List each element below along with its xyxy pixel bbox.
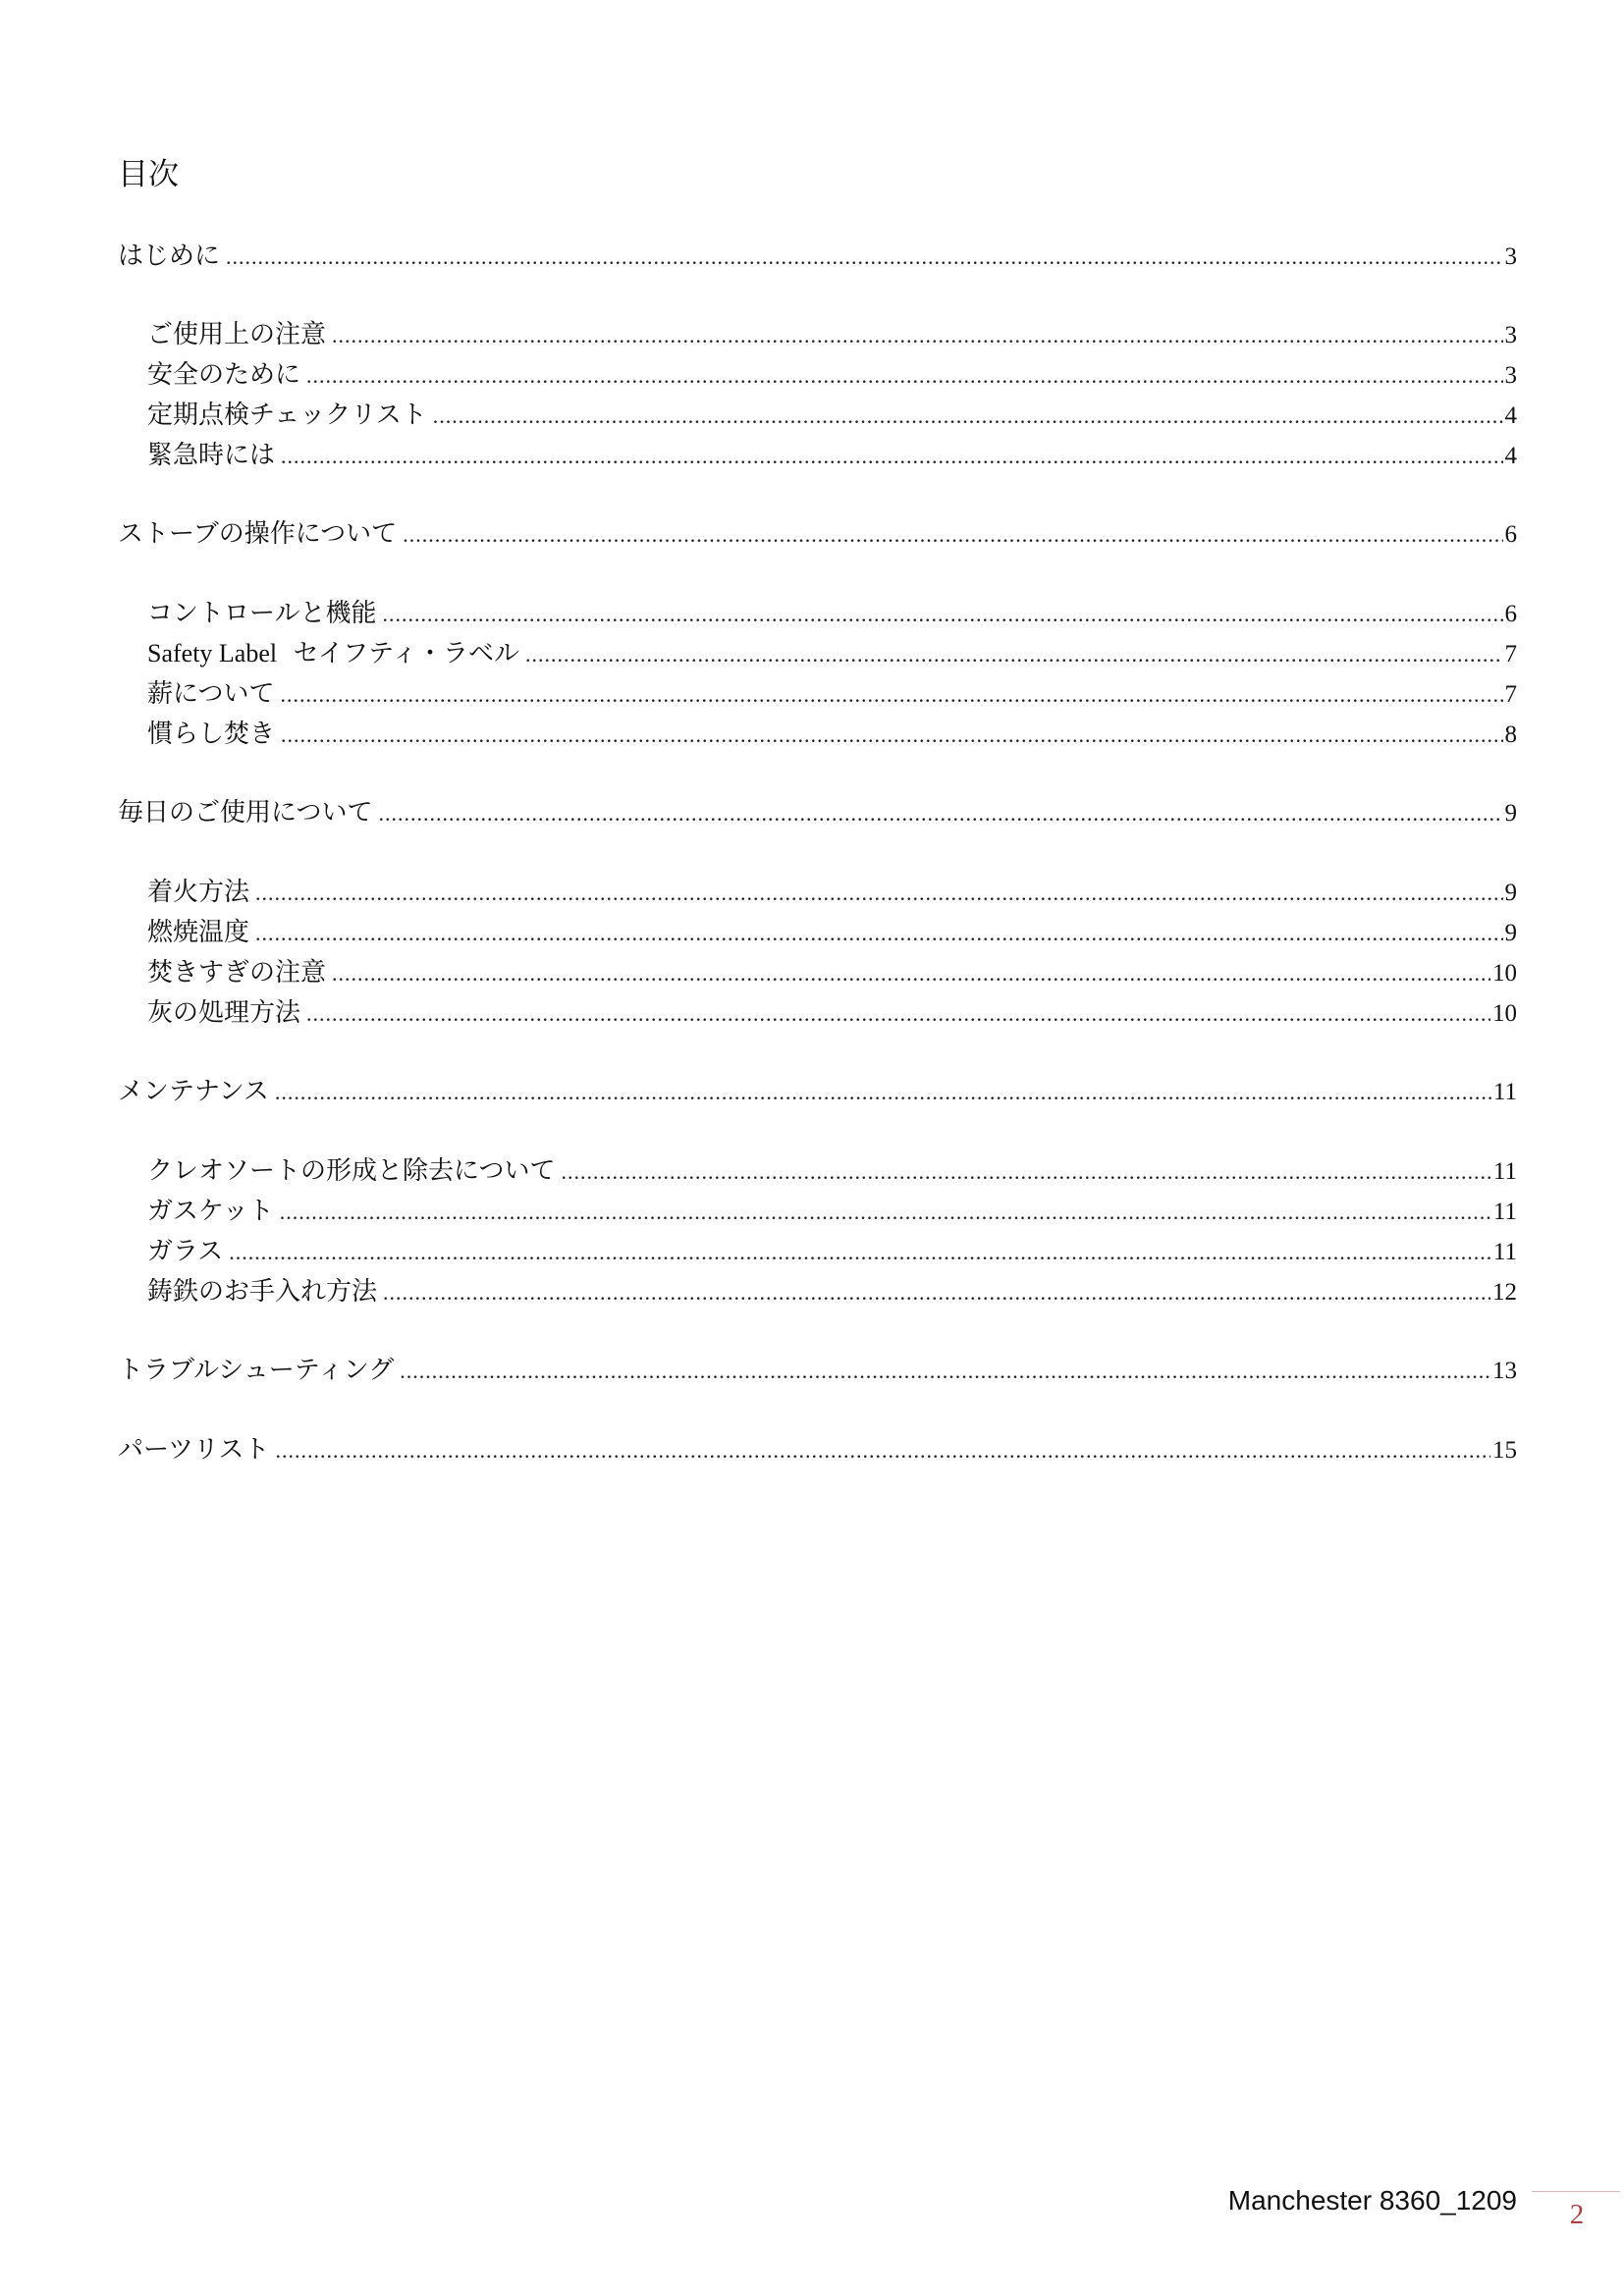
dot-leader [275,1433,1490,1468]
toc-entry-daily-use[interactable] [118,795,1517,830]
toc-entry-title: 慣らし焚き [147,720,276,749]
toc-entry-title [147,636,519,671]
toc-entry-title: 緊急時には [147,441,276,470]
dot-leader [281,718,1502,753]
toc-entry-title: 燃焼温度 [147,918,250,947]
toc-entry-ignition-method[interactable] [147,875,1517,910]
toc-entry-usage-precautions[interactable] [147,317,1517,352]
toc-entry-title: 灰の処理方法 [147,998,301,1028]
toc-entry-page: 11 [1492,1199,1517,1225]
toc-entry-page: 12 [1492,1279,1517,1306]
dot-leader [400,1354,1490,1389]
toc-entry-title: メンテナンス [118,1077,269,1106]
dot-leader [280,677,1502,713]
dot-leader [383,1275,1490,1310]
toc-entry-title: 安全のために [147,360,301,390]
toc-entry-title: 焚きすぎの注意 [147,958,327,988]
toc-entry-troubleshooting[interactable] [118,1353,1517,1388]
toc-entry-safety-label[interactable] [147,636,1517,671]
toc-entry-title: パーツリスト [118,1435,270,1465]
toc-entry-firewood[interactable] [147,676,1517,712]
toc-entry-page: 4 [1504,443,1517,469]
toc-entry-title: クレオソートの形成と除去について [147,1156,556,1186]
toc-entry-cast-iron-care[interactable] [147,1274,1517,1309]
toc-entry-title: 鋳鉄のお手入れ方法 [147,1277,378,1307]
footer-page-number: 2 [1569,2199,1585,2230]
toc-entry-title: ストーブの操作について [118,519,398,549]
dot-leader [275,1075,1491,1110]
toc-entry-page: 4 [1504,402,1517,429]
toc-entry-stove-operation[interactable] [118,516,1517,552]
toc-entry-title: はじめに [118,241,221,271]
toc-entry-parts-list[interactable] [118,1432,1517,1468]
toc-entry-introduction[interactable] [118,239,1517,274]
toc-entry-title: 着火方法 [147,878,250,907]
toc-entry-title: 毎日のご使用について [118,798,373,828]
toc-entry-title: 薪について [147,679,275,709]
toc-entry-for-safety[interactable] [147,357,1517,393]
dot-leader [229,1235,1491,1270]
dot-leader [433,399,1503,434]
dot-leader [378,796,1502,831]
toc-entry-page: 7 [1504,641,1517,667]
dot-leader [306,358,1502,394]
footer-document-id: Manchester 8360_1209 [1227,2185,1517,2216]
table-of-contents [118,0,1517,1571]
toc-entry-page: 3 [1504,362,1517,389]
dot-leader [561,1154,1490,1190]
dot-leader [306,996,1490,1032]
toc-heading: 目次 [118,157,179,192]
toc-entry-maintenance[interactable] [118,1074,1517,1109]
toc-entry-page: 7 [1504,681,1517,708]
toc-entry-page: 3 [1504,243,1517,270]
toc-entry-ash-disposal[interactable] [147,995,1517,1031]
toc-entry-page: 10 [1492,960,1517,987]
toc-entry-title: ガスケット [147,1197,274,1226]
toc-entry-page: 6 [1504,521,1517,548]
toc-entry-creosote[interactable] [147,1153,1517,1189]
toc-entry-page: 6 [1504,601,1517,627]
toc-entry-page: 11 [1492,1158,1517,1185]
footer-divider [1532,2191,1620,2192]
dot-leader [255,916,1502,951]
toc-entry-inspection-checklist[interactable] [147,398,1517,433]
toc-entry-page: 11 [1492,1079,1517,1105]
dot-leader [332,318,1502,353]
toc-entry-title: ガラス [147,1237,224,1266]
toc-entry-title: ご使用上の注意 [147,320,327,349]
toc-entry-gasket[interactable] [147,1194,1517,1229]
toc-entry-title: コントロールと機能 [147,599,377,628]
toc-entry-burn-temperature[interactable] [147,915,1517,950]
toc-entry-title-japanese: セイフティ・ラベル [293,639,520,668]
toc-entry-page: 13 [1492,1358,1517,1384]
toc-entry-title-latin: Safety Label [147,639,278,667]
toc-entry-controls-features[interactable] [147,596,1517,631]
toc-entry-page: 3 [1504,322,1517,348]
toc-entry-page: 11 [1492,1239,1517,1265]
dot-leader [382,597,1502,632]
toc-entry-page: 10 [1492,1000,1517,1027]
toc-entry-glass[interactable] [147,1234,1517,1269]
dot-leader [226,240,1502,275]
dot-leader [332,956,1490,991]
dot-leader [525,637,1502,672]
toc-entry-page: 9 [1504,880,1517,906]
dot-leader [255,876,1502,911]
toc-entry-page: 15 [1492,1437,1517,1464]
dot-leader [280,1195,1491,1230]
toc-entry-title: 定期点検チェックリスト [147,400,427,430]
toc-entry-overfiring-caution[interactable] [147,955,1517,990]
toc-entry-page: 9 [1504,920,1517,946]
toc-entry-page: 9 [1504,800,1517,827]
toc-entry-title: トラブルシューティング [118,1356,395,1385]
toc-entry-break-in-burn[interactable] [147,717,1517,752]
dot-leader [281,439,1502,474]
toc-entry-page: 8 [1504,721,1517,748]
toc-entry-emergency[interactable] [147,438,1517,473]
dot-leader [403,517,1502,553]
